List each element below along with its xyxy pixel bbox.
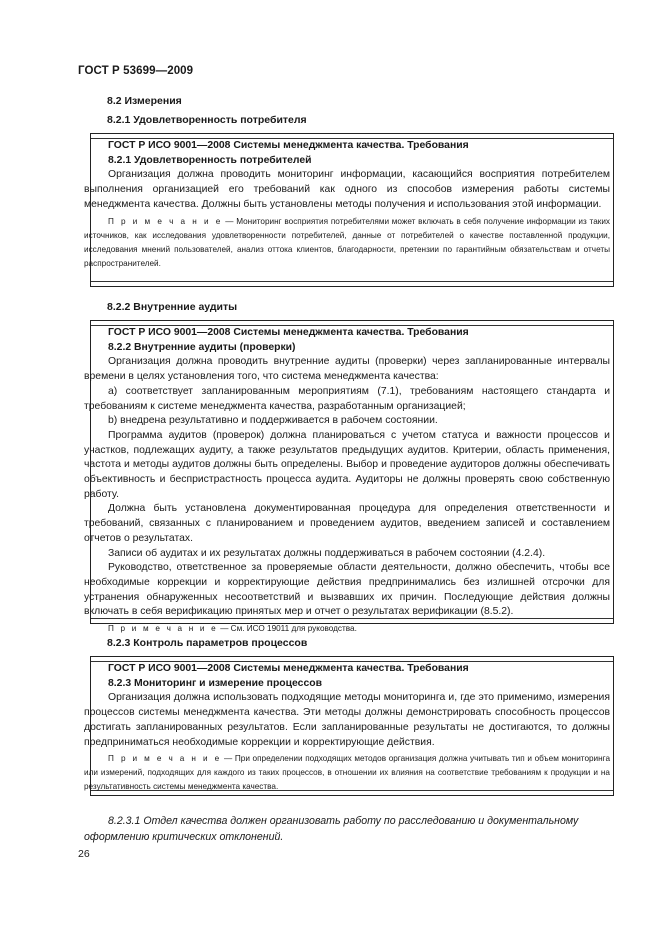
note-label: П р и м е ч а н и е	[108, 624, 218, 634]
box2-item-a: a) соответствует запланированным мероприятиям (7.1), требованиям настоящего стандарта и требованиям к системе менеджмента качества, разработанным организацией;	[84, 385, 610, 412]
box2-item-b: b) внедрена результативно и поддерживается в рабочем состоянии.	[108, 415, 438, 427]
box3-clause-title: 8.2.3 Мониторинг и измерение процессов	[108, 677, 322, 689]
box1-paragraph: Организация должна проводить мониторинг информации, касающийся восприятия потребителем выполнения организацией его требований как одного из способов измерения работы системы менеджмента качества. Должны быть установлены методы получения и использования этой информации.	[84, 169, 610, 210]
box-bottom-rule	[91, 281, 613, 282]
box1-standard-title: ГОСТ Р ИСО 9001—2008 Системы менеджмента качества. Требования	[108, 140, 469, 151]
box2-paragraph-1: Организация должна проводить внутренние аудиты (проверки) через запланированные интервалы времени в целях установления того, что система менеджмента качества:	[84, 356, 610, 383]
box1-clause-title: 8.2.1 Удовлетворенность потребителей	[108, 154, 312, 166]
note-text: — При определении подходящих методов организация должна учитывать тип и объем мониторинга или измерений, подходящих для каждого из таких процессов, в отношении их влияния на соответствие требованиям к продукции и на результативность системы менеджмента качества.	[84, 754, 611, 792]
section-8-2-3-heading: 8.2.3 Контроль параметров процессов	[107, 637, 308, 649]
section-8-2-1-heading: 8.2.1 Удовлетворенность потребителя	[107, 114, 307, 126]
box2-clause-title: 8.2.2 Внутренние аудиты (проверки)	[108, 341, 296, 353]
box3-standard-title: ГОСТ Р ИСО 9001—2008 Системы менеджмента качества. Требования	[108, 663, 469, 674]
box2-paragraph-2: Программа аудитов (проверок) должна планироваться с учетом статуса и важности процессов и участков, подлежащих аудиту, а также результатов предыдущих аудитов. Критерии, область применения, частота и методы аудитов должны быть определены. Выбор и проведение аудиторов должны обеспечивать объективность и беспристрастность процесса аудита. Аудиторы не должны проверять свою собственную работу.	[84, 429, 610, 500]
box2-note	[84, 622, 610, 636]
box2-paragraph-4: Записи об аудитах и их результатах должны поддерживаться в рабочем состоянии (4.2.4).	[108, 547, 546, 559]
clause-8-2-3-1-text: 8.2.3.1 Отдел качества должен организовать работу по расследованию и документальному оформлению критических отклонений.	[84, 815, 579, 843]
box3-paragraph: Организация должна использовать подходящие методы мониторинга и, где это применимо, измерения процессов системы менеджмента качества. Эти методы должны демонстрировать способность процессов достигать запланированных результатов. Если запланированные результаты не достигаются, то должны предприниматься необходимые коррекции и корректирующие действия.	[84, 692, 610, 748]
note-text: — См. ИСО 19011 для руководства.	[217, 624, 357, 634]
note-text: — Мониторинг восприятия потребителями может включать в себя получение информации из таких источников, как исследования удовлетворенности потребителей, данные от потребителей о качестве поставленной продукции, исследования мнений пользователей, анализ оттока клиентов, благодарности, претензии по гарантийным обязательствам и отчеты распространителей.	[84, 216, 610, 268]
box2-paragraph-3: Должна быть установлена документированная процедура для определения ответственности и требований, связанных с планированием и проведением аудитов, введением записей и составлением отчетов о результатах.	[84, 503, 610, 544]
box3-note	[84, 752, 610, 794]
note-label: П р и м е ч а н и е	[108, 216, 223, 226]
page-number: 26	[78, 848, 90, 860]
section-8-2-2-heading: 8.2.2 Внутренние аудиты	[107, 301, 238, 313]
box1-content	[84, 139, 610, 271]
box2-paragraph-5: Руководство, ответственное за проверяемые области деятельности, должно обеспечить, чтобы все необходимые коррекции и корректирующие действия предпринимались без излишней отсрочки для устранения обнаруженных несоответствий и вызвавших их причин. Последующие действия должны включать в себя верификацию принятых мер и отчет о результатах верификации (8.5.2).	[84, 562, 610, 618]
box2-content	[84, 326, 610, 636]
box1-note	[84, 215, 610, 271]
note-label: П р и м е ч а н и е	[108, 754, 222, 764]
section-8-2-heading: 8.2 Измерения	[107, 95, 182, 107]
box2-standard-title: ГОСТ Р ИСО 9001—2008 Системы менеджмента качества. Требования	[108, 327, 469, 338]
box3-content	[84, 662, 610, 794]
document-header: ГОСТ Р 53699—2009	[78, 65, 194, 77]
